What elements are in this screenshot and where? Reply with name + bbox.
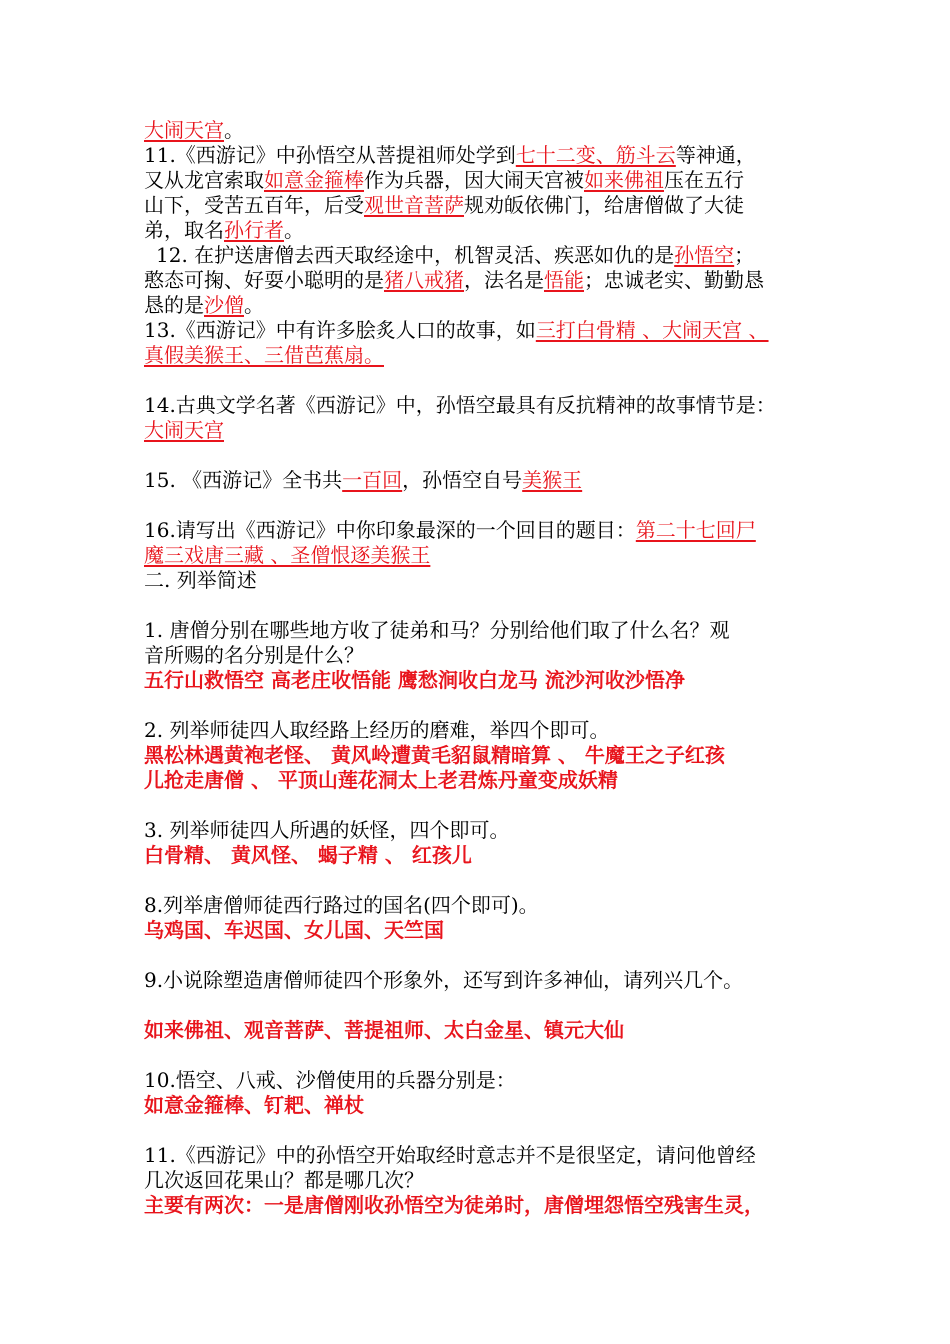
- text-line: [144, 893, 816, 918]
- question-text: 8.列举唐僧师徒西行路过的国名(四个即可)。: [144, 893, 539, 917]
- answer-fill-in: 观世音菩萨: [364, 193, 464, 217]
- blank-line: [144, 993, 816, 1018]
- question-text: ，法名是: [464, 268, 544, 292]
- text-line: [144, 193, 816, 218]
- text-line: [144, 218, 816, 243]
- text-line: [144, 118, 816, 143]
- question-text: 9.小说除塑造唐僧师徒四个形象外，还写到许多神仙，请列兴几个。: [144, 968, 744, 992]
- answer-text: 乌鸡国、车迟国、女儿国、天竺国: [144, 918, 444, 942]
- question-text: ；忠诚老实、勤勤恳: [584, 268, 764, 292]
- question-text: 11.《西游记》中的孙悟空开始取经时意志并不是很坚定，请问他曾经: [144, 1143, 756, 1167]
- paragraph-q1: [144, 618, 816, 693]
- text-line: [144, 818, 816, 843]
- question-text: 15. 《西游记》全书共: [144, 468, 343, 492]
- answer-fill-in: 真假美猴王、三借芭蕉扇。: [144, 343, 384, 367]
- question-text: 二. 列举简述: [144, 568, 257, 592]
- text-line: [144, 643, 816, 668]
- answer-fill-in: 沙僧: [204, 293, 244, 317]
- question-text: 等神通，: [675, 143, 756, 167]
- answer-text: 黑松林遇黄袍老怪、 黄风岭遭黄毛貂鼠精暗算 、 牛魔王之子红孩: [144, 743, 725, 767]
- answer-text: 如意金箍棒、钉耙、禅杖: [144, 1093, 364, 1117]
- answer-fill-in: 美猴王: [522, 468, 583, 492]
- question-text: 13.《西游记》中有许多脍炙人口的故事，如: [144, 318, 536, 342]
- answer-text: 五行山救悟空 高老庄收悟能 鹰愁涧收白龙马 流沙河收沙悟净: [144, 668, 685, 692]
- answer-fill-in: 大闹天宫: [144, 118, 224, 142]
- paragraph-b14: [144, 393, 816, 443]
- text-line: [144, 668, 816, 693]
- question-text: 。: [284, 218, 304, 242]
- text-line: [144, 393, 816, 418]
- question-text: 规劝皈依佛门，给唐僧做了大徒: [464, 193, 744, 217]
- question-text: 14.古典文学名著《西游记》中，孙悟空最具有反抗精神的故事情节是：: [144, 393, 776, 417]
- answer-fill-in: 一百回: [342, 468, 403, 492]
- question-text: ；: [734, 243, 755, 267]
- answer-fill-in: 魔三戏唐三藏 、圣僧恨逐美猴王: [144, 543, 431, 567]
- question-text: 2. 列举师徒四人取经路上经历的磨难，举四个即可。: [144, 718, 610, 742]
- text-line: [144, 1168, 816, 1193]
- text-line: [156, 243, 816, 268]
- text-line: [144, 518, 816, 543]
- text-line: [144, 293, 816, 318]
- answer-text: 白骨精、 黄风怪、 蝎子精 、 红孩儿: [144, 843, 472, 867]
- paragraph-b16: [144, 518, 816, 568]
- answer-text: 主要有两次：一是唐僧刚收孙悟空为徒弟时，唐僧埋怨悟空残害生灵，: [144, 1193, 764, 1217]
- text-line: [144, 568, 816, 593]
- answer-fill-in: 三打白骨精 、大闹天宫 、: [535, 318, 769, 342]
- text-line: [144, 1093, 816, 1118]
- paragraph-b13: [144, 318, 816, 368]
- blank-line: [144, 368, 816, 393]
- text-line: [144, 918, 816, 943]
- paragraph-b15: [144, 468, 816, 493]
- question-text: 恳的是: [144, 293, 204, 317]
- answer-fill-in: 孙悟空: [674, 243, 735, 267]
- text-line: [144, 418, 816, 443]
- paragraph-q9: [144, 968, 816, 993]
- text-line: [144, 168, 816, 193]
- question-text: 压在五行: [664, 168, 744, 192]
- paragraph-b12b: [144, 268, 816, 318]
- text-line: [144, 468, 816, 493]
- question-text: 。: [224, 118, 244, 142]
- answer-fill-in: 孙行者: [224, 218, 284, 242]
- paragraph-b12: [144, 243, 816, 268]
- paragraph-b10: [144, 118, 816, 143]
- text-line: [144, 1068, 816, 1093]
- answer-fill-in: 悟能: [544, 268, 584, 292]
- text-line: [144, 1143, 816, 1168]
- answer-text: 如来佛祖、观音菩萨、菩提祖师、太白金星、镇元大仙: [144, 1018, 624, 1042]
- question-text: ，孙悟空自号: [402, 468, 523, 492]
- text-line: [144, 718, 816, 743]
- paragraph-q9a: [144, 1018, 816, 1043]
- question-text: 1. 唐僧分别在哪些地方收了徒弟和马？分别给他们取了什么名？观: [144, 618, 730, 642]
- text-line: [144, 843, 816, 868]
- answer-fill-in: 大闹天宫: [144, 418, 224, 442]
- text-line: [144, 268, 816, 293]
- answer-fill-in: 如来佛祖: [584, 168, 664, 192]
- question-text: 10.悟空、八戒、沙僧使用的兵器分别是：: [144, 1068, 516, 1092]
- question-text: 又从龙宫索取: [144, 168, 264, 192]
- paragraph-q3: [144, 818, 816, 868]
- document-page: [144, 118, 816, 1218]
- answer-fill-in: 第二十七回尸: [635, 518, 756, 542]
- blank-line: [144, 868, 816, 893]
- text-line: [144, 543, 816, 568]
- blank-line: [144, 1118, 816, 1143]
- question-text: 3. 列举师徒四人所遇的妖怪，四个即可。: [144, 818, 510, 842]
- paragraph-q2: [144, 718, 816, 793]
- question-text: 16.请写出《西游记》中你印象最深的一个回目的题目：: [144, 518, 636, 542]
- question-text: 弟，取名: [144, 218, 224, 242]
- blank-line: [144, 493, 816, 518]
- blank-line: [144, 793, 816, 818]
- question-text: 11.《西游记》中孙悟空从菩提祖师处学到: [144, 143, 516, 167]
- blank-line: [144, 1043, 816, 1068]
- paragraph-q8: [144, 893, 816, 943]
- paragraph-sec2: [144, 568, 816, 593]
- text-line: [144, 343, 816, 368]
- text-line: [144, 743, 816, 768]
- blank-line: [144, 693, 816, 718]
- blank-line: [144, 443, 816, 468]
- paragraph-q10: [144, 1068, 816, 1118]
- text-line: [144, 968, 816, 993]
- text-line: [144, 768, 816, 793]
- question-text: 12. 在护送唐僧去西天取经途中，机智灵活、疾恶如仇的是: [156, 243, 675, 267]
- answer-text: 儿抢走唐僧 、 平顶山莲花洞太上老君炼丹童变成妖精: [144, 768, 618, 792]
- text-line: [144, 1018, 816, 1043]
- question-text: 。: [244, 293, 264, 317]
- blank-line: [144, 943, 816, 968]
- answer-fill-in: 如意金箍棒: [264, 168, 364, 192]
- question-text: 音所赐的名分别是什么？: [144, 643, 364, 667]
- text-line: [144, 143, 816, 168]
- text-line: [144, 618, 816, 643]
- text-line: [144, 1193, 816, 1218]
- answer-fill-in: 七十二变、筋斗云: [515, 143, 676, 167]
- question-text: 几次返回花果山？都是哪几次？: [144, 1168, 424, 1192]
- paragraph-b11: [144, 143, 816, 243]
- blank-line: [144, 593, 816, 618]
- question-text: 憨态可掬、好耍小聪明的是: [144, 268, 384, 292]
- text-line: [144, 318, 816, 343]
- question-text: 山下，受苦五百年，后受: [144, 193, 364, 217]
- paragraph-q11: [144, 1143, 816, 1218]
- answer-fill-in: 猪八戒猪: [384, 268, 464, 292]
- question-text: 作为兵器，因大闹天宫被: [364, 168, 584, 192]
